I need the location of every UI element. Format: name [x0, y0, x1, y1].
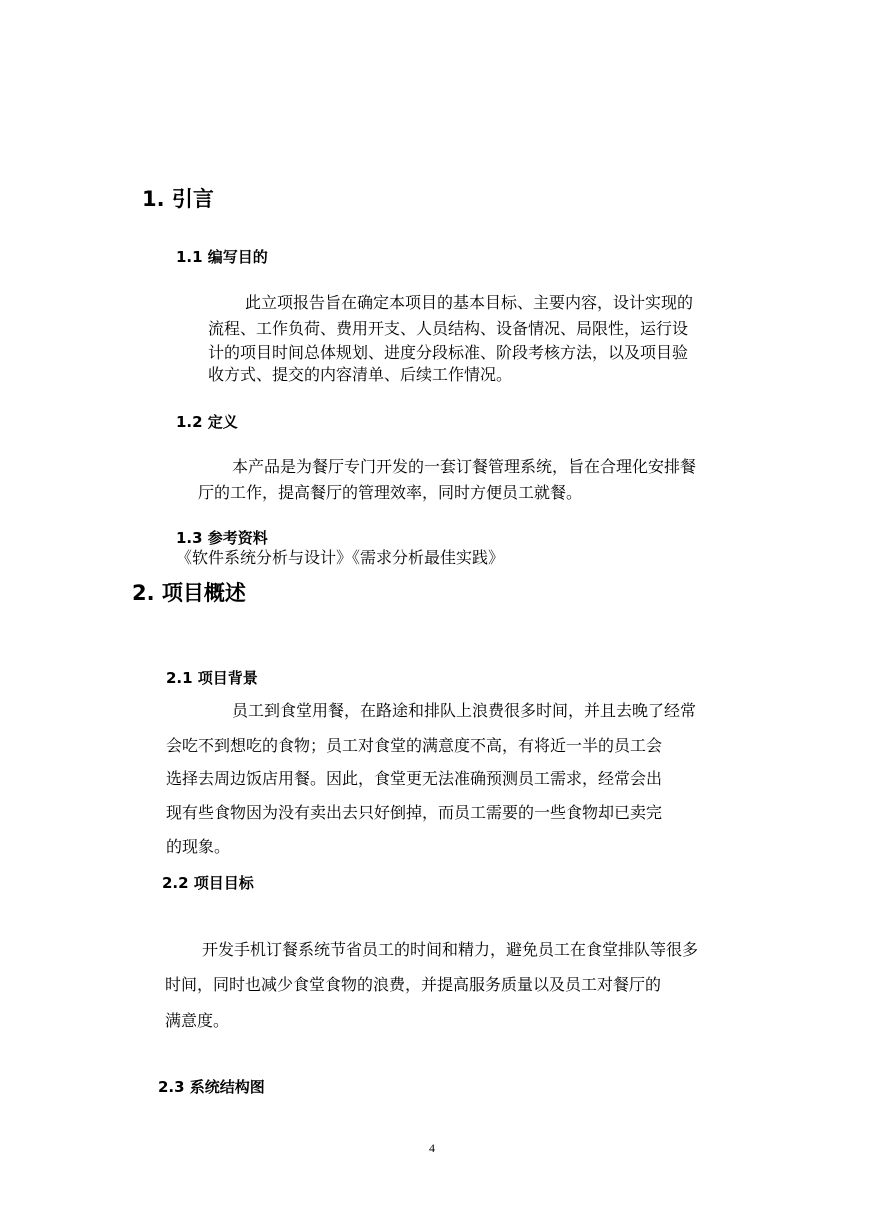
- subsection-heading-background: 2.1 项目背景: [166, 669, 258, 687]
- section-heading-intro: 1. 引言: [142, 187, 214, 211]
- subsection-heading-definition: 1.2 定义: [176, 413, 238, 431]
- subsection-heading-structure: 2.3 系统结构图: [158, 1078, 265, 1096]
- paragraph-line: 厅的工作，提高餐厅的管理效率，同时方便员工就餐。: [198, 483, 583, 502]
- subsection-heading-purpose: 1.1 编写目的: [176, 248, 268, 266]
- paragraph-line: 现有些食物因为没有卖出去只好倒掉，而员工需要的一些食物却已卖完: [166, 803, 663, 822]
- paragraph-line: 本产品是为餐厅专门开发的一套订餐管理系统，旨在合理化安排餐: [232, 457, 697, 476]
- paragraph-line: 选择去周边饭店用餐。因此，食堂更无法准确预测员工需求，经常会出: [166, 769, 663, 788]
- page-number: 4: [429, 1141, 435, 1155]
- references-text: 《软件系统分析与设计》《需求分析最佳实践》: [176, 548, 505, 567]
- subsection-heading-references: 1.3 参考资料: [176, 529, 268, 547]
- section-heading-overview: 2. 项目概述: [132, 581, 246, 605]
- paragraph-line: 计的项目时间总体规划、进度分段标准、阶段考核方法，以及项目验: [208, 343, 689, 362]
- paragraph-line: 流程、工作负荷、费用开支、人员结构、设备情况、局限性，运行设: [208, 319, 689, 338]
- paragraph-line: 会吃不到想吃的食物；员工对食堂的满意度不高，有将近一半的员工会: [166, 736, 663, 755]
- paragraph-line: 员工到食堂用餐，在路途和排队上浪费很多时间，并且去晚了经常: [232, 701, 697, 720]
- paragraph-line: 收方式、提交的内容清单、后续工作情况。: [208, 365, 513, 384]
- paragraph-line: 的现象。: [166, 837, 231, 856]
- paragraph-line: 开发手机订餐系统节省员工的时间和精力，避免员工在食堂排队等很多: [202, 940, 699, 959]
- paragraph-line: 满意度。: [165, 1011, 230, 1030]
- paragraph-line: 时间，同时也减少食堂食物的浪费，并提高服务质量以及员工对餐厅的: [165, 975, 662, 994]
- paragraph-line: 此立项报告旨在确定本项目的基本目标、主要内容，设计实现的: [245, 293, 694, 312]
- subsection-heading-goal: 2.2 项目目标: [162, 874, 254, 892]
